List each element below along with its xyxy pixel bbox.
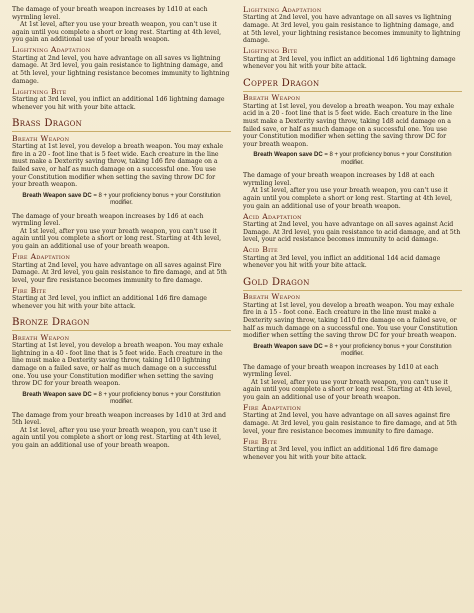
copper-acid-adaptation-heading: Acid Adaptation xyxy=(243,211,302,221)
copper-dragon-heading: Copper Dragon xyxy=(243,78,462,92)
copper-rest-text: At 1st level, after you use your breath weapon, you can't use it again until you complete a short or long rest. Starting at 4th level, you gain an additional use of your breath weapon. xyxy=(243,187,453,210)
bronze-lightning-bite-text: Starting at 3rd level, you inflict an additional 1d6 lightning damage whenever you hit with your bite attack. xyxy=(243,55,456,71)
intro-damage-text: The damage of your breath weapon increases by 1d10 at each wyrmling level. xyxy=(12,6,208,21)
lightning-bite-heading: Lightning Bite xyxy=(12,86,67,96)
lightning-bite-text: Starting at 3rd level, you inflict an additional 1d6 lightning damage whenever you hit with your bite attack. xyxy=(12,96,225,111)
copper-damage-text: The damage of your breath weapon increases by 1d8 at each wyrmling level. xyxy=(243,172,435,187)
bronze-lightning-adaptation-heading: Lightning Adaptation xyxy=(243,6,322,14)
bronze-lightning-bite-heading: Lightning Bite xyxy=(243,46,298,56)
bronze-rest-text: At 1st level, after you use your breath weapon, you can't use it again until you complete a short or long rest. Starting at 4th level, you gain an additional use of your breath weapon. xyxy=(12,426,222,450)
intro-rest-text: At 1st level, after you use your breath weapon, you can't use it again until you complete a short or long rest. Starting at 4th level, you gain an additional use of your breath weapon. xyxy=(12,21,222,44)
brass-save-dc xyxy=(20,193,223,208)
gold-dragon-heading: Gold Dragon xyxy=(243,277,462,291)
gold-fire-bite-heading: Fire Bite xyxy=(243,436,278,446)
brass-breath-weapon-text: Starting at 1st level, you develop a breath weapon. You may exhale fire in a 20 - foot line that is 5 feet wide. Each creature in the line must make a Dexterity saving throw, taking 1d6 fire damage on a failed save, or half as much damage on a successful one. You use your Constitution modifier when setting the saving throw DC for your breath weapon. xyxy=(12,143,224,189)
gold-save-dc xyxy=(251,344,454,359)
brass-save-dc-label: Breath Weapon save DC xyxy=(22,192,92,199)
bronze-save-dc-label: Breath Weapon save DC xyxy=(22,391,92,398)
copper-breath-weapon-heading: Breath Weapon xyxy=(243,93,301,103)
brass-rest-text: At 1st level, after you use your breath weapon, you can't use it again until you complete a short or long rest. Starting at 4th level, you gain an additional use of your breath weapon. xyxy=(12,227,222,250)
brass-fire-adaptation-heading: Fire Adaptation xyxy=(12,252,71,262)
gold-breath-weapon-heading: Breath Weapon xyxy=(243,292,301,302)
copper-breath-weapon-text: Starting at 1st level, you develop a breath weapon. You may exhale acid in a 20 - foot line that is 5 feet wide. Each creature in the line must make a Dexterity saving throw, taking 1d8 acid damage on a failed save, or half as much damage on a successful one. You use your Constitution modifier when setting the saving throw DC for your breath weapon. xyxy=(243,102,455,148)
bronze-lightning-adaptation-text: Starting at 2nd level, you have advantage on all saves vs lightning damage. At 3rd level, you gain resistance to lightning damage, and at 5th level, your lightning resistance becomes immunity to lightning damage. xyxy=(243,14,461,45)
gold-fire-bite-text: Starting at 3rd level, you inflict an additional 1d6 fire damage whenever you hit with your bite attack. xyxy=(243,446,438,461)
gold-fire-adaptation-text: Starting at 2nd level, you have advantage on all saves against fire damage. At 3rd level, you gain resistance to fire damage, and at 5th level, your fire resistance becomes immunity to fire damage. xyxy=(243,412,457,435)
brass-fire-adaptation-text: Starting at 2nd level, you have advantage on all saves against Fire Damage. At 3rd level, you gain resistance to fire damage, and at 5th level, your fire resistance becomes immunity to fire damage. xyxy=(12,261,227,284)
copper-save-dc-label: Breath Weapon save DC xyxy=(253,152,323,159)
brass-save-dc-formula: = 8 + your proficiency bonus + your Constitution modifier. xyxy=(91,192,221,207)
gold-fire-adaptation-heading: Fire Adaptation xyxy=(243,403,302,413)
left-column xyxy=(12,6,231,613)
bronze-breath-weapon-heading: Breath Weapon xyxy=(12,332,70,342)
gold-save-dc-label: Breath Weapon save DC xyxy=(253,343,323,350)
bronze-damage-text: The damage from your breath weapon increases by 1d10 at 3rd and 5th level. xyxy=(12,411,226,427)
bronze-breath-weapon-text: Starting at 1st level, you develop a breath weapon. You may exhale lightning in a 40 - foot line that is 5 feet wide. Each creature in the line must make a Dexterity saving throw, taking 1d10 lightning damage on a failed save, or half as much damage on a successful one. You use your Constitution modifier when setting the saving throw DC for your breath weapon. xyxy=(12,342,224,388)
bronze-save-dc-formula: = 8 + your proficiency bonus + your Constitution modifier. xyxy=(91,391,221,406)
brass-damage-text: The damage of your breath weapon increases by 1d6 at each wyrmling level. xyxy=(12,212,204,228)
copper-save-dc xyxy=(251,152,454,167)
copper-acid-adaptation-text: Starting at 2nd level, you have advantage on all saves against Acid Damage. At 3rd level, you gain resistance to acid damage, and at 5th level, your acid resistance becomes immunity to acid damage. xyxy=(243,221,461,244)
brass-breath-weapon-heading: Breath Weapon xyxy=(12,133,70,143)
copper-acid-bite-text: Starting at 3rd level, you inflict an additional 1d4 acid damage whenever you hit with your bite attack. xyxy=(243,254,441,270)
gold-breath-weapon-text: Starting at 1st level, you develop a breath weapon. You may exhale fire in a 15 - foot cone. Each creature in the line must make a Dexterity saving throw, taking 1d10 fire damage on a failed save, or half as much damage on a successful one. You use your Constitution modifier when setting the saving throw DC for your breath weapon. xyxy=(243,301,458,340)
bronze-save-dc xyxy=(20,392,223,407)
right-column xyxy=(243,6,462,613)
bronze-dragon-heading: Bronze Dragon xyxy=(12,317,231,331)
copper-acid-bite-heading: Acid Bite xyxy=(243,245,278,255)
brass-fire-bite-heading: Fire Bite xyxy=(12,285,47,295)
brass-fire-bite-text: Starting at 3rd level, you inflict an additional 1d6 fire damage whenever you hit with your bite attack. xyxy=(12,295,207,310)
gold-save-dc-formula: = 8 + your proficiency bonus + your Constitution modifier. xyxy=(322,343,452,358)
gold-damage-text: The damage of your breath weapon increases by 1d10 at each wyrmling level. xyxy=(243,363,439,379)
gold-rest-text: At 1st level, after you use your breath weapon, you can't use it again until you complete a short or long rest. Starting at 4th level, you gain an additional use of your breath weapon. xyxy=(243,378,453,401)
lightning-adaptation-heading: Lightning Adaptation xyxy=(12,45,91,55)
lightning-adaptation-text: Starting at 2nd level, you have advantage on all saves vs lightning damage. At 3rd level, you gain resistance to lightning damage, and at 5th level, your lightning resistance becomes immunity to lightning damage. xyxy=(12,54,230,85)
copper-save-dc-formula: = 8 + your proficiency bonus + your Constitution modifier. xyxy=(322,152,452,166)
brass-dragon-heading: Brass Dragon xyxy=(12,118,231,132)
